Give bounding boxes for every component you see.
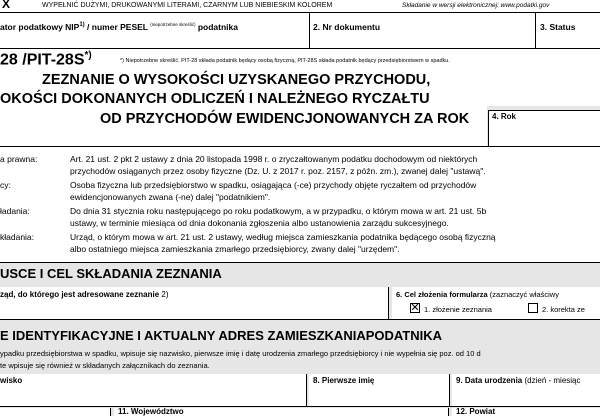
- tax-office-label: ząd, do którego jest adresowane zeznanie 2): [0, 290, 169, 299]
- info-text-legal-basis-2: przychodów osiąganych przez osoby fizyczne (Dz. U. z 2017 r. poz. 2157, z późn. zm.), zwanej dalej "ustawą".: [70, 166, 486, 176]
- info-text-deadline-2: ustawy, w terminie miesiąca od dnia dokonania zgłoszenia albo ustanowienia zarządu sukcesyjnego.: [70, 218, 449, 228]
- checkbox-checked-mark: ✕: [410, 302, 420, 314]
- surname-label: wisko: [0, 376, 23, 385]
- voivodeship-label: 11. Województwo: [118, 407, 184, 416]
- purpose-option-2-label: 2. korekta ze: [542, 305, 585, 314]
- year-label: 4. Rok: [492, 112, 517, 121]
- purpose-option-2-checkbox[interactable]: [528, 303, 538, 313]
- info-text-submitter-2: ewidencjonowanych zwana (-ne) dalej "podatnikiem".: [70, 192, 271, 202]
- top-left-mark: X: [2, 0, 11, 11]
- form-footnote: *) Niepotrzebne skreślić. PIT-28 składa podatnik będący osobą fizyczną, PIT-28S składa podatnik będący przedsiębiorstwem w spadku.: [120, 58, 450, 64]
- info-text-place-2: albo ostatniego miejsca zamieszkania zmarłego przedsiębiorcy, zwany dalej "urzędem".: [70, 244, 400, 254]
- surname-field[interactable]: [0, 374, 307, 406]
- county-label: 12. Powiat: [456, 407, 496, 416]
- status-label: 3. Status: [540, 22, 576, 32]
- info-block: [0, 149, 600, 259]
- form-title-line-1: ZEZNANIE O WYSOKOŚCI UZYSKANEGO PRZYCHODU,: [42, 72, 431, 88]
- info-label-deadline: ładania:: [0, 206, 30, 216]
- section-b-title: E IDENTYFIKACYJNE I AKTUALNY ADRES ZAMIESZKANIAPODATNIKA: [0, 328, 443, 343]
- fill-instruction: WYPEŁNIĆ DUŻYMI, DRUKOWANYMI LITERAMI, CZARNYM LUB NIEBIESKIM KOLOREM: [42, 2, 333, 9]
- section-a-title: USCE I CEL SKŁADANIA ZEZNANIA: [0, 266, 222, 281]
- form-title-line-2: OKOŚCI DOKONANYCH ODLICZEŃ I NALEŻNEGO RYCZAŁTU: [0, 91, 430, 107]
- info-label-legal-basis: a prawna:: [0, 154, 38, 164]
- info-text-deadline-1: Do dnia 31 stycznia roku następującego po roku podatkowym, a w przypadku, o którym mowa w art. 21 ust. 5b: [70, 206, 487, 216]
- info-label-submitter: cy:: [0, 180, 11, 190]
- info-text-place-1: Urząd, o którym mowa w art. 21 ust. 2 ustawy, według miejsca zamieszkania podatnika będącego osobą fizyczną: [70, 232, 496, 242]
- info-text-legal-basis-1: Art. 21 ust. 2 pkt 2 ustawy z dnia 20 listopada 1998 r. o zryczałtowanym podatku dochodowym od niektórych: [70, 154, 478, 164]
- form-title-line-3: OD PRZYCHODÓW EWIDENCJONOWANYCH ZA ROK: [100, 111, 470, 127]
- info-label-place: kładania:: [0, 232, 35, 242]
- birth-date-label: 9. Data urodzenia (dzień - miesiąc: [456, 376, 581, 385]
- info-text-submitter-1: Osoba fizyczna lub przedsiębiorstwo w spadku, osiągająca (-ce) przychody objęte ryczałtem od przychodów: [70, 180, 477, 190]
- section-b-note-1: ypadku przedsiębiorstwa w spadku, wpisuje się nazwisko, pierwsze imię i datę urodzenia zmarłego przedsiębiorcy i nie wypełnia się poz. od 10 d: [0, 349, 481, 358]
- nip-field-label: ator podatkowy NIP$^{1)}$ / numer PESEL $^{(niepotrzebne skreślić)}$ podatnika: [0, 22, 239, 32]
- purpose-label: 6. Cel złożenia formularza (zaznaczyć właściwy: [396, 290, 559, 299]
- section-b-note-2: te wpisuje się również w składanych załącznikach do zeznania.: [0, 361, 210, 370]
- document-number-label: 2. Nr dokumentu: [313, 22, 381, 32]
- purpose-option-1-label: 1. złożenie zeznania: [424, 305, 492, 314]
- form-code: 28 /PIT-28S*): [0, 50, 92, 69]
- electronic-note: Składanie w wersji elektronicznej: www.podatki.gov: [402, 2, 550, 9]
- first-name-label: 8. Pierwsze imię: [313, 376, 375, 385]
